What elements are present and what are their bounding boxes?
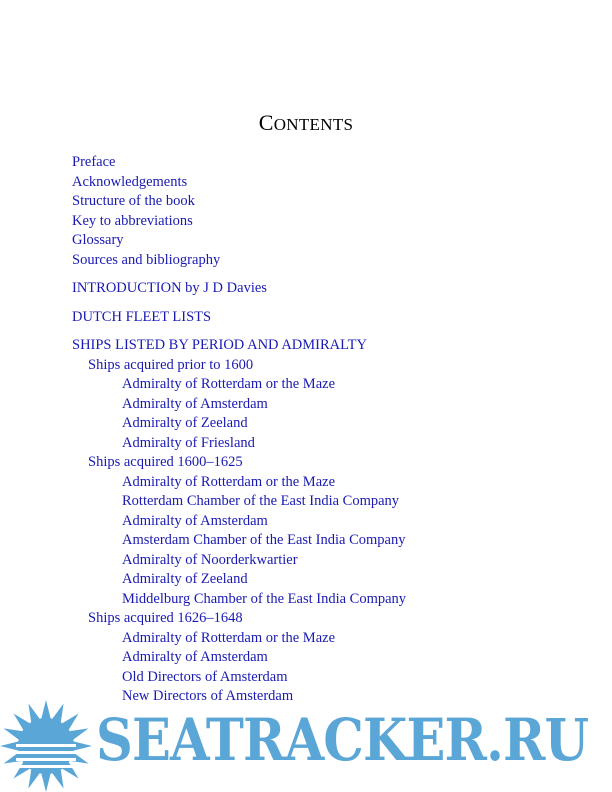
watermark-text: SEATRACKER.RU: [96, 706, 589, 774]
toc-key-abbreviations[interactable]: Key to abbreviations: [72, 212, 193, 229]
toc-item[interactable]: New Directors of Amsterdam: [122, 688, 294, 704]
toc-item[interactable]: Middelburg Chamber of the East India Company: [122, 590, 407, 607]
toc-sources[interactable]: Sources and bibliography: [72, 251, 221, 268]
toc-item[interactable]: Rotterdam Chamber of the East India Company: [122, 493, 400, 509]
table-of-contents: [72, 153, 406, 707]
toc-acknowledgements[interactable]: Acknowledgements: [72, 173, 188, 190]
toc-period-prior-1600[interactable]: Ships acquired prior to 1600: [88, 356, 254, 373]
toc-preface[interactable]: Preface: [72, 154, 116, 170]
toc-item[interactable]: Admiralty of Rotterdam or the Maze: [122, 376, 336, 392]
toc-dutch-fleet-lists[interactable]: DUTCH FLEET LISTS: [72, 308, 212, 325]
toc-period-1626-1648[interactable]: Ships acquired 1626–1648: [88, 610, 243, 626]
toc-item[interactable]: Admiralty of Friesland: [122, 434, 255, 451]
toc-item[interactable]: Admiralty of Zeeland: [122, 571, 248, 587]
title-rest: ONTENTS: [273, 115, 354, 134]
toc-item[interactable]: Amsterdam Chamber of the East India Company: [122, 532, 406, 548]
toc-period-1600-1625[interactable]: Ships acquired 1600–1625: [88, 454, 243, 470]
sun-logo-icon: [0, 700, 96, 792]
toc-glossary[interactable]: Glossary: [72, 232, 124, 248]
title-initial: C: [258, 110, 274, 135]
toc-item[interactable]: Admiralty of Rotterdam or the Maze: [122, 629, 336, 646]
toc-item[interactable]: Admiralty of Amsterdam: [122, 395, 268, 412]
toc-item[interactable]: Admiralty of Amsterdam: [122, 649, 268, 665]
toc-item[interactable]: Admiralty of Noorderkwartier: [122, 551, 298, 568]
toc-structure[interactable]: Structure of the book: [72, 193, 195, 209]
toc-item[interactable]: Admiralty of Amsterdam: [122, 512, 268, 529]
toc-introduction[interactable]: INTRODUCTION by J D Davies: [72, 280, 267, 296]
watermark: [0, 700, 612, 792]
toc-item[interactable]: Admiralty of Rotterdam or the Maze: [122, 473, 336, 490]
toc-item[interactable]: Old Directors of Amsterdam: [122, 668, 288, 685]
toc-item[interactable]: Admiralty of Zeeland: [122, 415, 248, 431]
toc-ships-listed[interactable]: SHIPS LISTED BY PERIOD AND ADMIRALTY: [72, 337, 367, 353]
page-title: [0, 110, 612, 136]
